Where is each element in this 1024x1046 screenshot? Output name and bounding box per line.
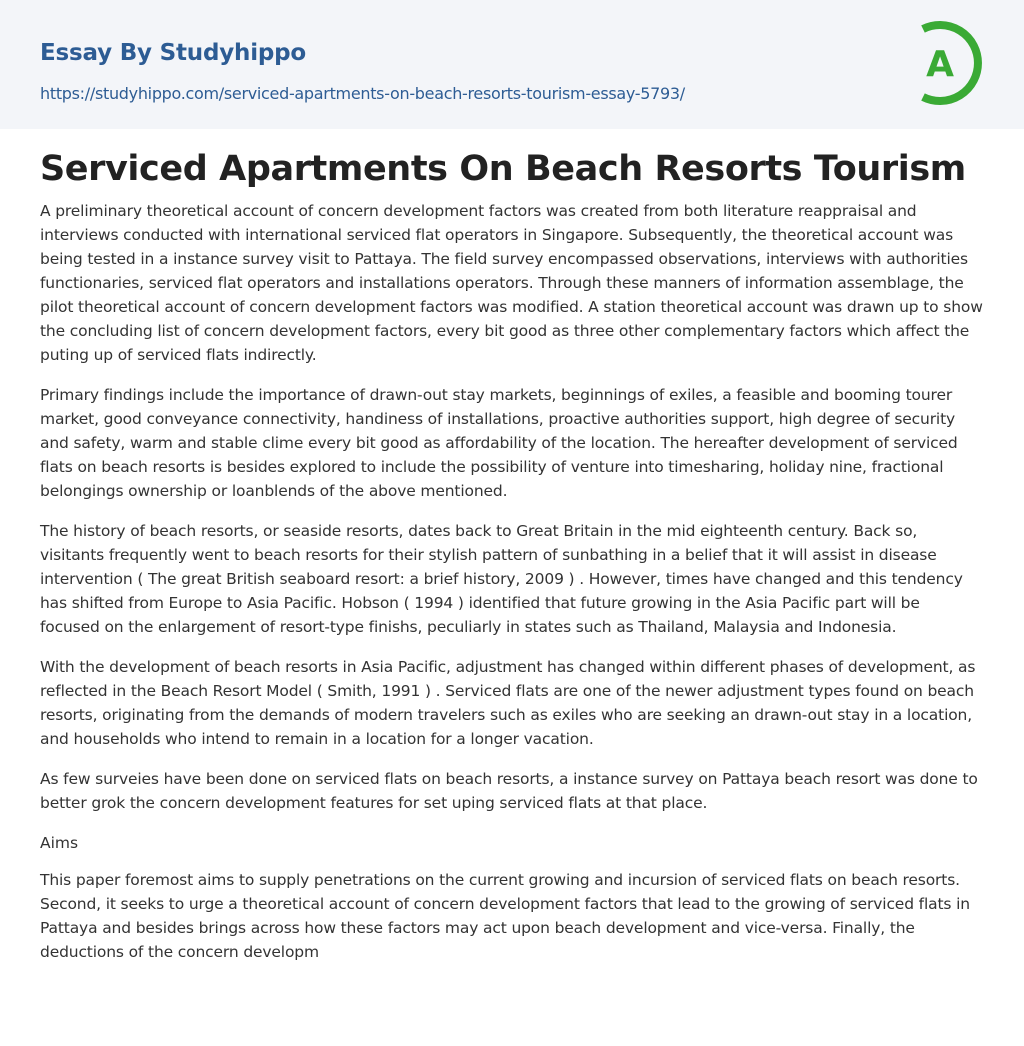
essay-paragraph: A preliminary theoretical account of concern development factors was created from both literature reappraisal and interviews conducted with international serviced flat operators in Singapore. Subsequently, the theoretical account was being tested in a instance survey visit to Pattaya. The field survey encompassed observations, interviews with authorities functionaries, serviced flat operators and installations operators. Through these manners of information assemblage, the pilot theoretical account of concern development factors was modified. A station theoretical account was drawn up to show the concluding list of concern development factors, every bit good as three other complementary factors which affect the puting up of serviced flats indirectly. (40, 202, 983, 364)
essay-content (0, 129, 1024, 964)
aims-paragraph: This paper foremost aims to supply penetrations on the current growing and incursion of serviced flats on beach resorts. Second, it seeks to urge a theoretical account of concern development factors that lead to the growing of serviced flats in Pattaya and besides brings across how these factors may act upon beach development and vice-versa. Finally, the deductions of the concern developm (40, 871, 970, 961)
essay-paragraph: The history of beach resorts, or seaside resorts, dates back to Great Britain in the mid eighteenth century. Back so, visitants frequently went to beach resorts for their stylish pattern of sunbathing in a belief that it will assist in disease intervention ( The great British seaboard resort: a brief history, 2009 ) . However, times have changed and this tendency has shifted from Europe to Asia Pacific. Hobson ( 1994 ) identified that future growing in the Asia Pacific part will be focused on the enlargement of resort-type finishs, peculiarly in states such as Thailand, Malaysia and Indonesia. (40, 522, 963, 636)
essay-url-link[interactable]: https://studyhippo.com/serviced-apartments-on-beach-resorts-tourism-essay-5793/ (40, 84, 685, 103)
essay-title: Serviced Apartments On Beach Resorts Tourism (40, 149, 966, 189)
studyhippo-logo-icon[interactable] (912, 20, 986, 106)
essay-paragraph: With the development of beach resorts in Asia Pacific, adjustment has changed within different phases of development, as reflected in the Beach Resort Model ( Smith, 1991 ) . Serviced flats are one of the newer adjustment types found on beach resorts, originating from the demands of modern travelers such as exiles who are seeking an drawn-out stay in a location, and households who intend to remain in a location for a longer vacation. (40, 658, 976, 748)
site-brand[interactable]: Essay By Studyhippo (40, 40, 307, 66)
svg-text:A: A (926, 44, 954, 85)
site-header (0, 0, 1024, 129)
essay-paragraph: Primary findings include the importance of drawn-out stay markets, beginnings of exiles, a feasible and booming tourer market, good conveyance connectivity, handiness of installations, proactive authorities support, high degree of security and safety, warm and stable clime every bit good as affordability of the location. The hereafter development of serviced flats on beach resorts is besides explored to include the possibility of venture into timesharing, holiday nine, fractional belongings ownership or loanblends of the above mentioned. (40, 386, 958, 500)
aims-heading: Aims (40, 834, 79, 852)
essay-paragraph: As few surveies have been done on serviced flats on beach resorts, a instance survey on Pattaya beach resort was done to better grok the concern development features for set uping serviced flats at that place. (40, 770, 978, 812)
